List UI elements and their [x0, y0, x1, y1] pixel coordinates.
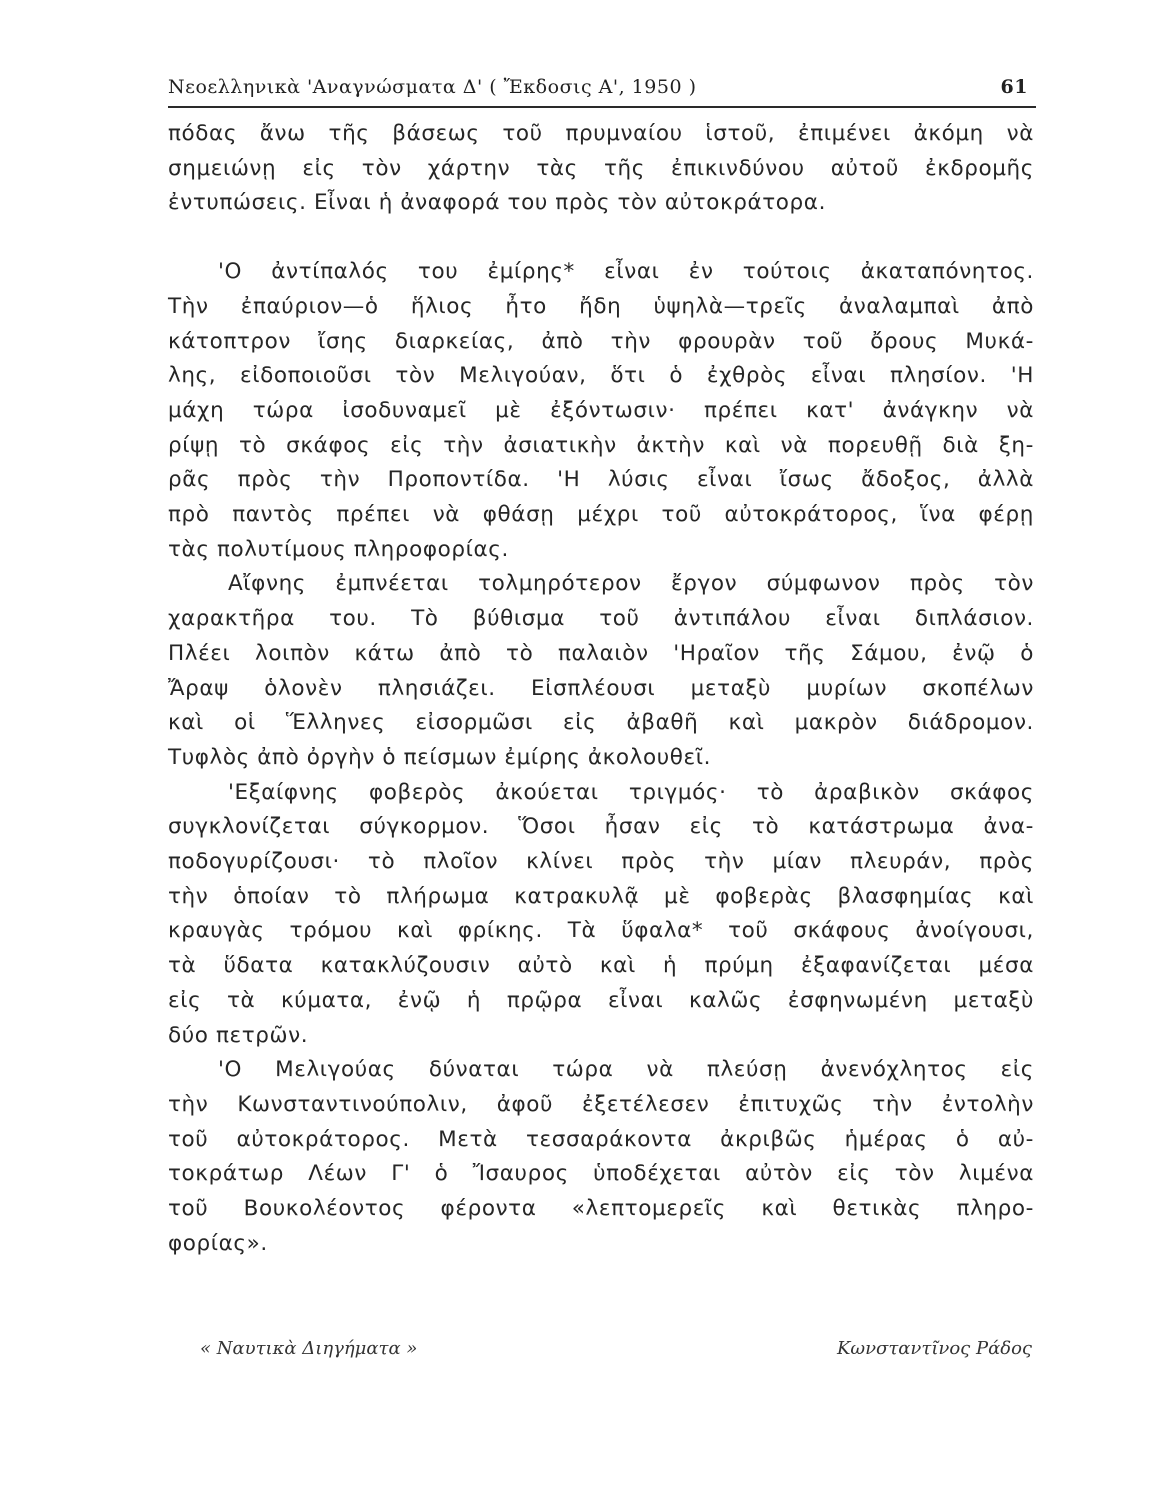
paragraph-1 — [168, 117, 1034, 221]
paragraph-5 — [168, 1053, 1034, 1261]
text-line: ρᾶς πρὸς τὴν Προποντίδα. 'Η λύσις εἶναι ἴσως ἄδοξος, ἀλλὰ — [168, 467, 1034, 493]
text-line: τὰ ὕδατα κατακλύζουσιν αὐτὸ καὶ ἡ πρύμη ἐξαφανίζεται μέσα — [168, 953, 1034, 979]
text-line: λης, εἰδοποιοῦσι τὸν Μελιγούαν, ὅτι ὁ ἐχθρὸς εἶναι πλησίον. 'Η — [168, 363, 1034, 389]
text-line: φορίας». — [168, 1230, 268, 1256]
text-line: Αἴφνης ἐμπνέεται τολμηρότερον ἔργον σύμφωνον πρὸς τὸν — [228, 571, 1034, 597]
text-line: Πλέει λοιπὸν κάτω ἀπὸ τὸ παλαιὸν 'Ηραῖον τῆς Σάμου, ἐνῷ ὁ — [168, 640, 1034, 666]
text-line: τοῦ Βουκολέοντος φέροντα «λεπτομερεῖς καὶ θετικὰς πληρο- — [168, 1196, 1034, 1222]
text-line: τὴν Κωνσταντινούπολιν, ἀφοῦ ἐξετέλεσεν ἐπιτυχῶς τὴν ἐντολὴν — [168, 1091, 1034, 1117]
header-rule — [168, 106, 1036, 108]
text-line: τὰς πολυτίμους πληροφορίας. — [168, 536, 509, 562]
text-line: τὴν ὁποίαν τὸ πλήρωμα κατρακυλᾷ μὲ φοβερὰς βλασφημίας καὶ — [168, 883, 1034, 909]
running-head-title: Νεοελληνικὰ 'Αναγνώσματα Δ' ( Ἔκδοσις Α', 1950 ) — [168, 76, 697, 98]
page-number: 61 — [1000, 76, 1028, 98]
text-line: κραυγὰς τρόμου καὶ φρίκης. Τὰ ὕφαλα* τοῦ σκάφους ἀνοίγουσι, — [168, 918, 1034, 944]
text-line: χαρακτῆρα του. Τὸ βύθισμα τοῦ ἀντιπάλου εἶναι διπλάσιον. — [168, 606, 1034, 632]
text-line: μάχη τώρα ἰσοδυναμεῖ μὲ ἐξόντωσιν· πρέπει κατ' ἀνάγκην νὰ — [168, 397, 1034, 423]
text-line: 'Ο Μελιγούας δύναται τώρα νὰ πλεύσῃ ἀνενόχλητος εἰς — [218, 1057, 1034, 1083]
running-head — [168, 76, 1028, 102]
text-line: Ἄραψ ὁλονὲν πλησιάζει. Εἰσπλέουσι μεταξὺ μυρίων σκοπέλων — [168, 675, 1034, 701]
text-line: τοῦ αὐτοκράτορος. Μετὰ τεσσαράκοντα ἀκριβῶς ἡμέρας ὁ αὐ- — [168, 1126, 1034, 1152]
text-line: κάτοπτρον ἴσης διαρκείας, ἀπὸ τὴν φρουρὰν τοῦ ὄρους Μυκά- — [168, 328, 1034, 354]
paragraph-2 — [168, 255, 1034, 567]
paragraph-gap — [168, 221, 1034, 255]
author-name: Κωνσταντῖνος Ράδος — [836, 1338, 1032, 1359]
text-line: δύο πετρῶν. — [168, 1022, 309, 1048]
text-line: εἰς τὰ κύματα, ἐνῷ ἡ πρῷρα εἶναι καλῶς ἐσφηνωμένη μεταξὺ — [168, 987, 1034, 1013]
text-line: καὶ οἱ Ἕλληνες εἰσορμῶσι εἰς ἀβαθῆ καὶ μακρὸν διάδρομον. — [168, 710, 1034, 736]
source-title: « Ναυτικὰ Διηγήματα » — [200, 1338, 418, 1359]
text-line: 'Ο ἀντίπαλός του ἐμίρης* εἶναι ἐν τούτοις ἀκαταπόνητος. — [218, 259, 1034, 285]
text-line: συγκλονίζεται σύγκορμον. Ὅσοι ἦσαν εἰς τὸ κατάστρωμα ἀνα- — [168, 814, 1034, 840]
text-line: 'Εξαίφνης φοβερὸς ἀκούεται τριγμός· τὸ ἀραβικὸν σκάφος — [228, 779, 1034, 805]
text-line: ἐντυπώσεις. Εἶναι ἡ ἀναφορά του πρὸς τὸν αὐτοκράτορα. — [168, 190, 826, 216]
paragraph-3 — [168, 567, 1034, 775]
text-line: πρὸ παντὸς πρέπει νὰ φθάσῃ μέχρι τοῦ αὐτοκράτορος, ἵνα φέρῃ — [168, 502, 1034, 528]
text-line: τοκράτωρ Λέων Γ' ὁ Ἴσαυρος ὑποδέχεται αὐτὸν εἰς τὸν λιμένα — [168, 1161, 1034, 1187]
body-text — [168, 117, 1034, 1262]
text-line: σημειώνῃ εἰς τὸν χάρτην τὰς τῆς ἐπικινδύνου αὐτοῦ ἐκδρομῆς — [168, 155, 1034, 181]
paragraph-4 — [168, 776, 1034, 1054]
text-line: ρίψῃ τὸ σκάφος εἰς τὴν ἀσιατικὴν ἀκτὴν καὶ νὰ πορευθῇ διὰ ξη- — [168, 432, 1034, 458]
text-line: ποδογυρίζουσι· τὸ πλοῖον κλίνει πρὸς τὴν μίαν πλευράν, πρὸς — [168, 849, 1034, 875]
text-line: πόδας ἄνω τῆς βάσεως τοῦ πρυμναίου ἱστοῦ, ἐπιμένει ἀκόμη νὰ — [168, 121, 1034, 146]
text-line: Τυφλὸς ἀπὸ ὀργὴν ὁ πείσμων ἐμίρης ἀκολουθεῖ. — [168, 744, 712, 770]
attribution — [200, 1338, 1032, 1368]
text-line: Τὴν ἐπαύριον—ὁ ἥλιος ἦτο ἤδη ὑψηλὰ—τρεῖς ἀναλαμπαὶ ἀπὸ — [168, 293, 1034, 319]
